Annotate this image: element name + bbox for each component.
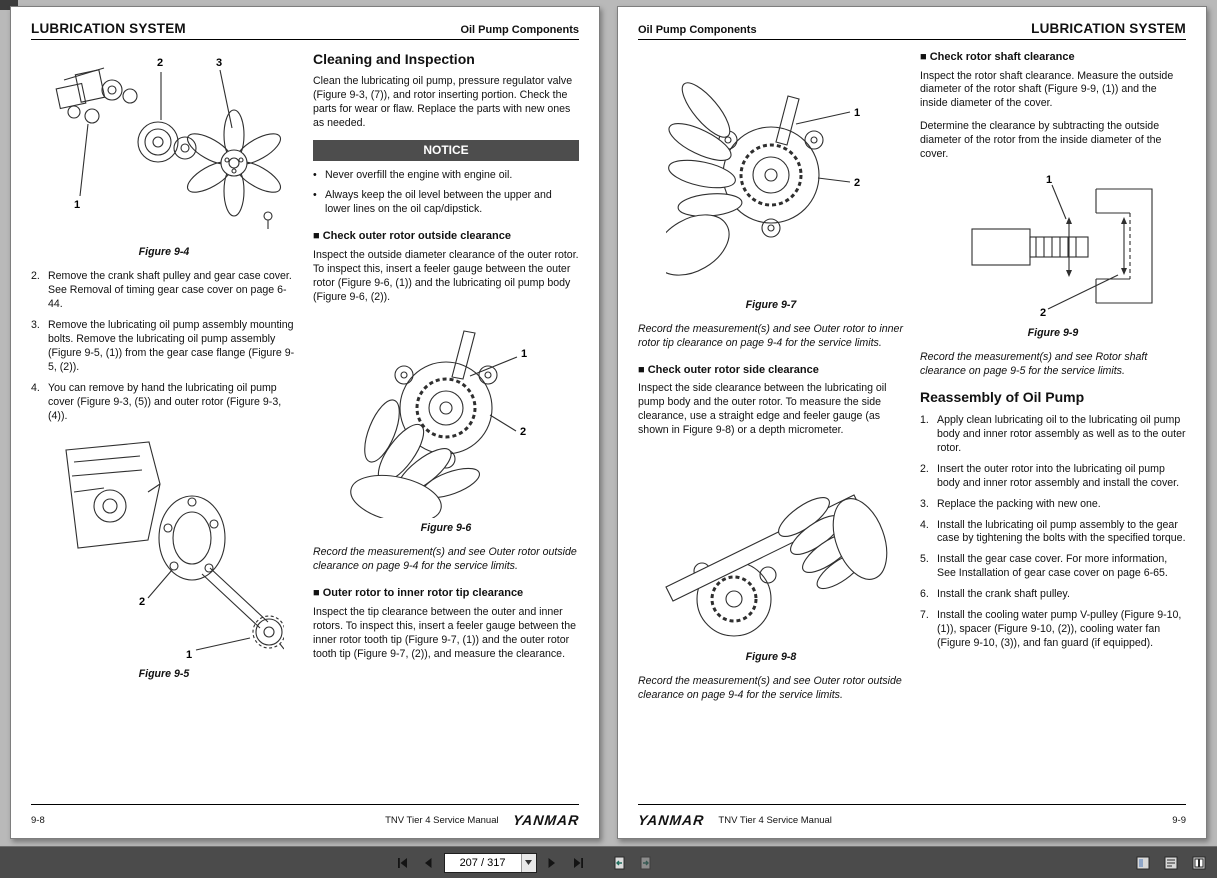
figure-9-7-caption: Figure 9-7 bbox=[745, 299, 797, 311]
document-spread bbox=[10, 6, 1207, 839]
figure-callout: 2 bbox=[139, 595, 146, 608]
notice-bullet-text: • Always keep the oil level between the upper and lower lines on the oil cap/dipstick. bbox=[325, 189, 552, 216]
page-number-combo[interactable] bbox=[444, 853, 537, 873]
next-page-button[interactable] bbox=[542, 852, 563, 873]
previous-page-button[interactable] bbox=[418, 852, 439, 873]
bookmarks-panel-icon bbox=[1164, 856, 1178, 870]
manual-page-right bbox=[617, 6, 1207, 839]
page-number-input[interactable] bbox=[445, 854, 521, 872]
removal-steps-list bbox=[31, 270, 297, 424]
previous-view-icon bbox=[612, 856, 627, 870]
figure-9-4-caption: Figure 9-4 bbox=[138, 246, 190, 258]
viewer-toolbar bbox=[0, 846, 1217, 878]
section-heading-tip-clearance: ■ Outer rotor to inner rotor tip clearance bbox=[313, 587, 524, 600]
right-page-body bbox=[638, 40, 1186, 800]
right-footer-page-number: 9-9 bbox=[1172, 814, 1186, 826]
cleaning-inspection-heading: Cleaning and Inspection bbox=[313, 51, 475, 67]
notice-title-bar: NOTICE bbox=[313, 140, 579, 161]
list-item bbox=[920, 519, 1186, 547]
list-item-text: Remove the lubricating oil pump assembly mounting bolts. Remove the lubricating oil pump assembly (Figure 9-5, (1)) from the gear case flange (Figure 9-5, (2)). bbox=[48, 318, 295, 373]
figure-9-9-caption: Figure 9-9 bbox=[1027, 327, 1079, 340]
left-page-footer bbox=[31, 804, 579, 830]
yanmar-logo: YANMAR bbox=[637, 812, 706, 828]
list-item-text: Apply clean lubricating oil to the lubricating oil pump body and inner rotor assembly as well as to the outer rotor. bbox=[937, 413, 1186, 454]
list-item-number: 2. bbox=[31, 269, 40, 282]
list-item bbox=[920, 414, 1186, 456]
list-item bbox=[31, 270, 297, 312]
figure-9-8-illustration bbox=[638, 447, 904, 647]
right-page-header bbox=[638, 21, 1186, 40]
paragraph: Clean the lubricating oil pump, pressure regulator valve (Figure 9-3, (7)), and rotor inserting portion. Check the parts for wear or flaw. Replace the parts with new ones as needed. bbox=[313, 75, 573, 130]
list-item-text: Install the cooling water pump V-pulley (Figure 9-10, (1)), spacer (Figure 9-10, (2)), cooling water fan (Figure 9-10, (3)), and fan guard (if equipped). bbox=[937, 609, 1182, 650]
paragraph: Inspect the outside diameter clearance of the outer rotor. To inspect this, insert a feeler gauge between the outer rotor (Figure 9-6, (1)) and the lubricating oil pump body (Figure 9-6, (2)). bbox=[313, 248, 579, 303]
figure-9-7-illustration bbox=[638, 50, 904, 295]
yanmar-logo: YANMAR bbox=[511, 812, 580, 828]
list-item-text: Install the gear case cover. For more information, See Installation of gear case cover on page 6-65. bbox=[937, 553, 1168, 580]
left-footer-page-number: 9-8 bbox=[31, 814, 45, 826]
right-page-footer bbox=[638, 804, 1186, 830]
list-item-number: 6. bbox=[920, 588, 929, 601]
last-page-button[interactable] bbox=[568, 852, 589, 873]
figure-callout: 1 bbox=[854, 107, 861, 119]
paragraph: Inspect the rotor shaft clearance. Measure the outside diameter of the rotor shaft (Figure 9-9, (1)) and the inside diameter of the cover. bbox=[920, 69, 1174, 110]
combo-dropdown-icon[interactable] bbox=[521, 854, 536, 872]
list-item bbox=[920, 463, 1186, 491]
list-item bbox=[920, 588, 1186, 602]
list-item bbox=[920, 498, 1186, 512]
figure-9-5-caption: Figure 9-5 bbox=[138, 667, 190, 680]
pages-panel-button[interactable] bbox=[1188, 852, 1209, 873]
list-item-text: Install the lubricating oil pump assembly to the gear case by tightening the bolts with the specified torque. bbox=[937, 518, 1186, 545]
list-item-number: 3. bbox=[920, 497, 929, 510]
reassembly-steps-list bbox=[920, 414, 1186, 652]
figure-9-6-note: Record the measurement(s) and see Outer rotor outside clearance on page 9-4 for the service limits. bbox=[313, 546, 577, 573]
section-heading-rotor-shaft-clearance: ■ Check rotor shaft clearance bbox=[920, 51, 1075, 63]
figure-callout: 2 bbox=[1040, 307, 1047, 320]
paragraph: Inspect the side clearance between the lubricating oil pump body and the outer rotor. To measure the side clearance, use a straight edge and feeler gauge (as shown in Figure 9-8) or a depth micrometer. bbox=[638, 382, 887, 437]
list-item-text: Install the crank shaft pulley. bbox=[937, 588, 1070, 601]
right-page-col1 bbox=[638, 50, 904, 800]
list-item-number: 4. bbox=[31, 381, 40, 394]
thumbnails-panel-button[interactable] bbox=[1132, 852, 1153, 873]
first-page-button[interactable] bbox=[392, 852, 413, 873]
thumbnails-panel-icon bbox=[1136, 856, 1150, 870]
figure-9-6-caption: Figure 9-6 bbox=[420, 522, 472, 535]
list-item-text: Insert the outer rotor into the lubricating oil pump body and inner rotor assembly and install the cover. bbox=[937, 462, 1180, 489]
figure-callout: 2 bbox=[519, 426, 526, 439]
notice-bullet bbox=[313, 189, 579, 217]
list-item-number: 3. bbox=[31, 318, 40, 331]
paragraph: Inspect the tip clearance between the outer and inner rotors. To inspect this, insert a feeler gauge between the inner rotor tooth tip (Figure 9-7, (1)) and the outer rotor tooth tip (Figure 9-7, (2)), and measure the clearance. bbox=[313, 605, 577, 660]
list-item-number: 7. bbox=[920, 609, 929, 622]
previous-page-icon bbox=[423, 857, 433, 869]
next-view-button[interactable] bbox=[635, 852, 656, 873]
list-item bbox=[920, 553, 1186, 581]
figure-callout: 1 bbox=[1046, 174, 1053, 187]
figure-9-8-note: Record the measurement(s) and see Outer rotor outside clearance on page 9-4 for the service limits. bbox=[638, 675, 902, 702]
reassembly-heading: Reassembly of Oil Pump bbox=[920, 389, 1085, 406]
notice-box bbox=[313, 140, 579, 217]
figure-9-4-illustration bbox=[31, 50, 297, 242]
list-item-number: 1. bbox=[920, 413, 929, 426]
left-page-header bbox=[31, 21, 579, 40]
list-item bbox=[31, 319, 297, 375]
figure-9-9-note: Record the measurement(s) and see Rotor shaft clearance on page 9-5 for the service limits. bbox=[920, 351, 1148, 378]
left-page-body bbox=[31, 40, 579, 800]
list-item-number: 4. bbox=[920, 518, 929, 531]
figure-9-8-caption: Figure 9-8 bbox=[745, 651, 797, 664]
left-page-col2 bbox=[313, 50, 579, 800]
list-item-text: You can remove by hand the lubricating oil pump cover (Figure 9-3, (5)) and outer rotor (Figure 9-3, (4)). bbox=[48, 381, 282, 422]
next-view-icon bbox=[638, 856, 653, 870]
figure-9-7-note: Record the measurement(s) and see Outer rotor to inner rotor tip clearance on page 9-4 for the service limits. bbox=[638, 322, 903, 349]
pages-panel-icon bbox=[1192, 856, 1206, 870]
notice-bullet bbox=[313, 169, 579, 183]
figure-callout: 3 bbox=[216, 57, 223, 69]
list-item-text: Remove the crank shaft pulley and gear case cover. See Removal of timing gear case cover on page 6-44. bbox=[48, 269, 292, 310]
list-item-text: Replace the packing with new one. bbox=[937, 497, 1101, 510]
section-heading-side-clearance: ■ Check outer rotor side clearance bbox=[638, 363, 819, 376]
figure-9-6-illustration bbox=[313, 313, 579, 518]
list-item bbox=[920, 609, 1186, 651]
figure-callout: 1 bbox=[74, 199, 81, 211]
section-heading-outer-rotor-outside: ■ Check outer rotor outside clearance bbox=[313, 230, 511, 243]
list-item-number: 2. bbox=[920, 462, 929, 475]
bookmarks-panel-button[interactable] bbox=[1160, 852, 1181, 873]
paragraph: Determine the clearance by subtracting the outside diameter of the rotor from the inside diameter of the cover. bbox=[920, 120, 1162, 161]
left-header-section: Oil Pump Components bbox=[460, 24, 579, 36]
right-page-col2 bbox=[920, 50, 1186, 800]
list-item bbox=[31, 382, 297, 424]
last-page-icon bbox=[572, 857, 585, 869]
right-footer-manual-title: TNV Tier 4 Service Manual bbox=[718, 814, 832, 826]
left-header-title: LUBRICATION SYSTEM bbox=[31, 21, 186, 36]
left-footer-manual-title: TNV Tier 4 Service Manual bbox=[385, 814, 499, 826]
first-page-icon bbox=[396, 857, 409, 869]
notice-bullet-text: • Never overfill the engine with engine oil. bbox=[325, 169, 513, 182]
figure-callout: 2 bbox=[854, 177, 861, 189]
manual-page-left bbox=[10, 6, 600, 839]
figure-callout: 2 bbox=[157, 57, 164, 69]
list-item-number: 5. bbox=[920, 553, 929, 566]
left-page-col1 bbox=[31, 50, 297, 800]
figure-callout: 1 bbox=[186, 648, 193, 661]
figure-9-5-illustration bbox=[31, 432, 297, 664]
right-header-section: Oil Pump Components bbox=[638, 24, 757, 36]
previous-view-button[interactable] bbox=[609, 852, 630, 873]
figure-9-9-illustration bbox=[920, 171, 1186, 323]
next-page-icon bbox=[547, 857, 557, 869]
figure-callout: 1 bbox=[520, 348, 527, 361]
right-header-title: LUBRICATION SYSTEM bbox=[1031, 21, 1186, 36]
